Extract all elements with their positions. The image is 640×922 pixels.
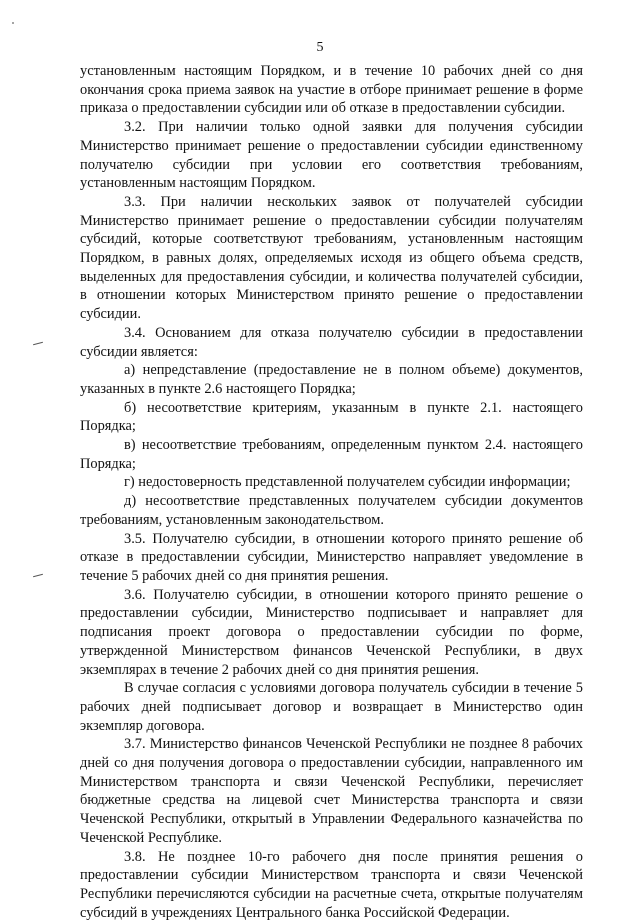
- paragraph-3-8: 3.8. Не позднее 10-го рабочего дня после принятия решения о предоставлении субсидии Министерством транспорта и связи Чеченской Республики перечисляются субсидии на расчетные счета, открытые получателям субсидий в учреждениях Центрального банка Российской Федерации.: [80, 848, 583, 921]
- paragraph-3-6: 3.6. Получателю субсидии, в отношении которого принято решение о предоставлении субсидии, Министерство подписывает и направляет для подписания проект договора о предоставлении субсидии по форме, утвержденной Министерством финансов Чеченской Республики, в двух экземплярах в течение 2 рабочих дней со дня принятия решения.: [80, 586, 583, 678]
- paragraph-agreement: В случае согласия с условиями договора получатель субсидии в течение 5 рабочих дней подписывает договор и возвращает в Министерство один экземпляр договора.: [80, 680, 583, 734]
- list-item-v: в) несоответствие требованиям, определенным пунктом 2.4. настоящего Порядка;: [80, 437, 583, 472]
- list-item-g: г) недостоверность представленной получателем субсидии информации;: [124, 474, 571, 491]
- list-item-a: а) непредставление (предоставление не в полном объеме) документов, указанных в пункте 2.6 настоящего Порядка;: [80, 362, 583, 397]
- paragraph-3-2: 3.2. При наличии только одной заявки для получения субсидии Министерство принимает решение о предоставлении субсидии единственному получателю субсидии при условии его соответствия требованиям, установленным настоящим Порядком.: [80, 119, 583, 192]
- paragraph-3-3: 3.3. При наличии нескольких заявок от получателей субсидии Министерство принимает решение о предоставлении субсидии получателям субсидий, которые соответствуют требованиям, установленным настоящим Порядком, в равных долях, определяемых исходя из общего объема средств, выделенных для предоставления субсидии, и количества получателей субсидии, в отношении которых Министерством принято решение о предоставлении субсидии.: [80, 193, 583, 323]
- paragraph-3-7: 3.7. Министерство финансов Чеченской Республики не позднее 8 рабочих дней со дня получения договора о предоставлении субсидии, направленного им Министерством транспорта и связи Чеченской Республики, перечисляет бюджетные средства на лицевой счет Министерства транспорта и связи Чеченской Республики, открытый в Управлении Федерального казначейства по Чеченской Республике.: [80, 736, 583, 846]
- list-item-d: д) несоответствие представленных получателем субсидии документов требованиям, установленным законодательством.: [80, 493, 583, 528]
- paragraph-3-4: 3.4. Основанием для отказа получателю субсидии в предоставлении субсидии является:: [80, 324, 583, 360]
- margin-pen-mark: [33, 574, 43, 577]
- list-item-b: б) несоответствие критериям, указанным в пункте 2.1. настоящего Порядка;: [80, 399, 583, 435]
- margin-pen-mark: [33, 342, 43, 345]
- paragraph-continuation: установленным настоящим Порядком, и в течение 10 рабочих дней со дня окончания срока приема заявок на участие в отборе принимает решение в форме приказа о предоставлении субсидии или об отказе в предоставлении субсидии.: [80, 63, 583, 117]
- scan-speck: [12, 22, 14, 24]
- document-body: [80, 62, 583, 922]
- page-number: 5: [316, 40, 324, 55]
- paragraph-3-5: 3.5. Получателю субсидии, в отношении которого принято решение об отказе в предоставлении субсидии, Министерство направляет уведомление в течение 5 рабочих дней со дня принятия решения.: [80, 530, 583, 584]
